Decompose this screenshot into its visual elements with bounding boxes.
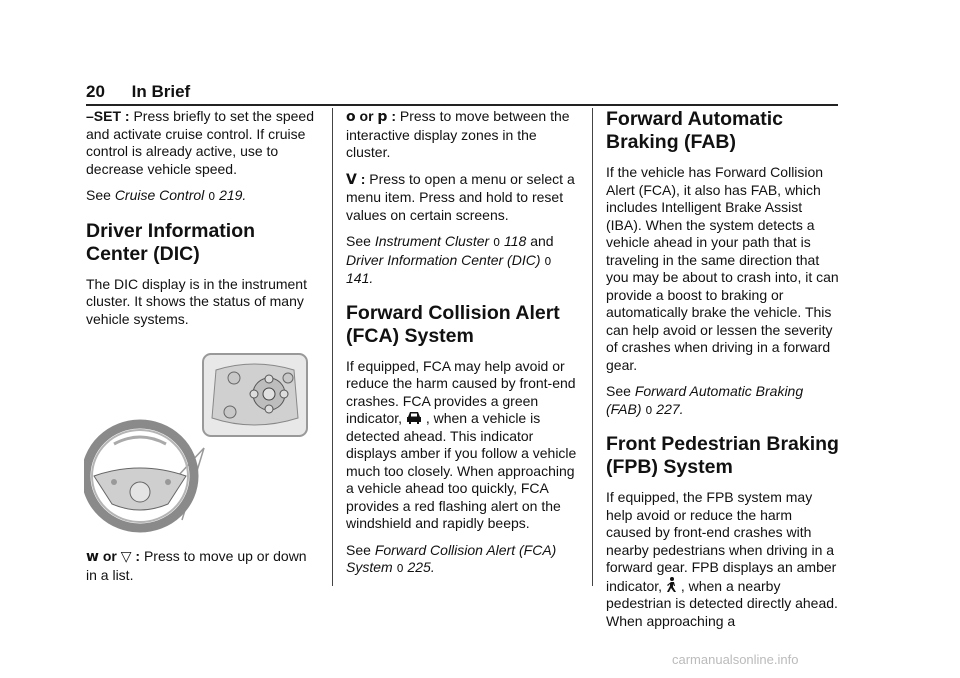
- fab-heading: Forward Automatic Braking (FAB): [606, 108, 783, 153]
- see-cluster: [346, 233, 578, 288]
- fpb-heading: Front Pedestrian Braking (FPB) System: [606, 433, 839, 478]
- vehicle-ahead-icon: [406, 411, 422, 425]
- up-arrow-icon: w: [86, 549, 99, 565]
- ref-arrow-icon: 0: [396, 562, 404, 575]
- check-text: Press to open a menu or select a menu item. Press and hold to reset values on certain screens.: [346, 170, 575, 223]
- dic-text: The DIC display is in the instrument cluster. It shows the status of many vehicle systems.: [86, 275, 307, 327]
- up-down-paragraph: [86, 548, 314, 584]
- fab-text: If the vehicle has Forward Collision Alert (FCA), it also has FAB, which includes Intelligent Brake Assist (IBA). When the system detects a vehicle ahead in your path that is traveling in the same direction that you may be about to crash into, it can provide a boost to braking or automatically brake the vehicle. This can help avoid or lessen the severity of crashes when driving in a forward gear.: [606, 164, 839, 373]
- colon: :: [391, 108, 396, 124]
- fpb-text-cont: , when a nearby pedestrian is detected directly ahead. When approaching a: [606, 577, 838, 629]
- dic-link[interactable]: Driver Information Center (DIC): [346, 251, 541, 268]
- fca-heading: Forward Collision Alert (FCA) System: [346, 301, 560, 347]
- dic-heading: Driver Information Center (DIC): [86, 219, 256, 265]
- set-label: –SET :: [86, 108, 130, 124]
- column-3: [606, 108, 840, 639]
- column-1: [86, 108, 314, 593]
- see-text: See: [606, 383, 631, 399]
- page-ref[interactable]: 141.: [346, 270, 374, 286]
- see-cruise: [86, 187, 314, 206]
- page-number: 20: [86, 82, 105, 101]
- page-ref[interactable]: 227.: [656, 400, 684, 417]
- page-ref[interactable]: 219.: [219, 187, 247, 203]
- or-text: or: [102, 548, 117, 564]
- page-ref[interactable]: 225.: [407, 559, 435, 575]
- page-ref[interactable]: 118: [503, 233, 527, 249]
- page-header: [86, 82, 190, 102]
- colon: :: [360, 170, 366, 187]
- header-rule: [86, 104, 838, 106]
- fpb-paragraph: [606, 489, 840, 630]
- column-divider: [332, 108, 333, 586]
- set-paragraph: [86, 108, 314, 178]
- see-text: See: [86, 187, 111, 203]
- left-right-paragraph: [346, 108, 578, 162]
- up-down-text: Press to move up or down in a list.: [86, 548, 307, 583]
- left-right-text: Press to move between the interactive display zones in the cluster.: [346, 108, 570, 160]
- set-text: Press briefly to set the speed and activate cruise control. If cruise control is already active, use to decrease vehicle speed.: [86, 108, 315, 177]
- see-fca: [346, 542, 578, 578]
- fca-paragraph: [346, 358, 578, 533]
- or-text: or: [359, 108, 374, 124]
- fca-text: If equipped, FCA may help avoid or reduce the harm caused by front-end crashes. FCA provides a green indicator,: [346, 357, 576, 426]
- right-arrow-icon: p: [377, 109, 388, 125]
- see-fab: [606, 383, 840, 419]
- fab-link[interactable]: Forward Automatic Braking (FAB): [606, 383, 804, 417]
- down-arrow-icon: ▽: [120, 549, 132, 565]
- ref-arrow-icon: 0: [544, 254, 552, 268]
- steering-wheel-illustration: [84, 348, 310, 536]
- fpb-text: If equipped, the FPB system may help avoid or reduce the harm caused by front-end crashes with nearby pedestrians when driving in a forward gear. FPB displays an amber indicator,: [606, 489, 837, 594]
- see-text: See: [346, 541, 371, 558]
- left-arrow-icon: o: [346, 109, 356, 125]
- ref-arrow-icon: 0: [493, 236, 501, 249]
- check-paragraph: [346, 171, 578, 225]
- and-text: and: [530, 233, 554, 249]
- column-2: [346, 108, 578, 587]
- fca-link[interactable]: Forward Collision Alert (FCA) System: [346, 541, 557, 575]
- column-divider: [592, 108, 593, 586]
- checkmark-icon: V: [346, 171, 357, 188]
- cruise-control-link[interactable]: Cruise Control: [114, 187, 205, 203]
- fca-text-cont: , when a vehicle is detected ahead. This indicator displays amber if you follow a vehicle much too closely. When approaching a vehicle ahead too quickly, FCA provides a red flashing alert on the windshield and rapidly beeps.: [346, 410, 577, 531]
- watermark: carmanualsonline.info: [672, 652, 799, 667]
- ref-arrow-icon: 0: [208, 190, 216, 203]
- instrument-cluster-link[interactable]: Instrument Cluster: [374, 233, 490, 249]
- section-title: In Brief: [131, 82, 191, 101]
- see-text: See: [346, 233, 371, 249]
- colon: :: [135, 548, 141, 564]
- pedestrian-icon: [666, 577, 677, 593]
- ref-arrow-icon: 0: [645, 403, 653, 417]
